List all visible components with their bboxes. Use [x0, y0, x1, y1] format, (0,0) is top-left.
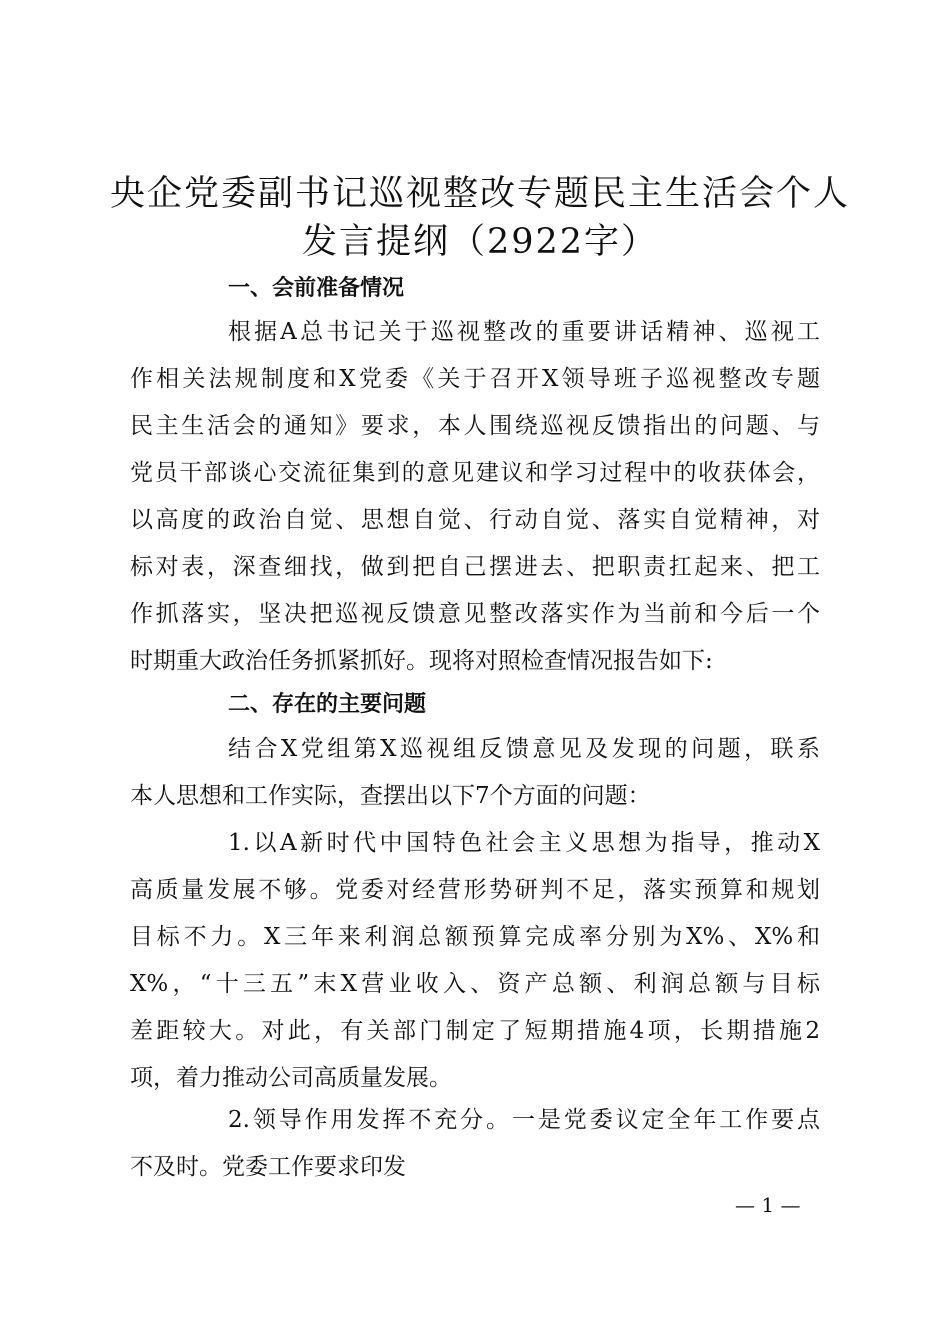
- paragraph-line: 目标不力。X三年来利润总额预算完成率分别为X%、X%和: [130, 924, 820, 950]
- paragraph-line: 高质量发展不够。党委对经营形势研判不足，落实预算和规划: [130, 877, 820, 903]
- paragraph-line: 作抓落实，坚决把巡视反馈意见整改落实作为当前和今后一个: [130, 601, 820, 627]
- paragraph-line: 不及时。党委工作要求印发: [130, 1154, 406, 1180]
- section-heading-main-problems: 二、存在的主要问题: [228, 692, 427, 717]
- paragraph-line: 1.以A新时代中国特色社会主义思想为指导，推动X: [228, 830, 820, 856]
- paragraph-line: 以高度的政治自觉、思想自觉、行动自觉、落实自觉精神，对: [130, 507, 820, 533]
- paragraph-line: 民主生活会的通知》要求，本人围绕巡视反馈指出的问题、与: [130, 413, 820, 439]
- paragraph-line: 时期重大政治任务抓紧抓好。现将对照检查情况报告如下:: [130, 648, 713, 674]
- paragraph-line: 2.领导作用发挥不充分。一是党委议定全年工作要点: [228, 1107, 820, 1133]
- paragraph-line: 本人思想和工作实际，查摆出以下7个方面的问题：: [130, 783, 651, 809]
- paragraph-line: 项，着力推动公司高质量发展。: [130, 1065, 452, 1091]
- paragraph-line: 标对表，深查细找，做到把自己摆进去、把职责扛起来、把工: [130, 554, 820, 580]
- paragraph-line: 结合X党组第X巡视组反馈意见及发现的问题，联系: [228, 736, 820, 762]
- section-heading-preparation: 一、会前准备情况: [228, 276, 405, 301]
- paragraph-line: 作相关法规制度和X党委《关于召开X领导班子巡视整改专题: [130, 366, 820, 392]
- paragraph-line: 党员干部谈心交流征集到的意见建议和学习过程中的收获体会，: [130, 460, 820, 486]
- paragraph-line: 差距较大。对此，有关部门制定了短期措施4项，长期措施2: [130, 1018, 820, 1044]
- document-title-line-2: 发言提纲（2922字）: [301, 222, 659, 262]
- page-number: — 1 —: [735, 1193, 801, 1217]
- document-title-line-1: 央企党委副书记巡视整改专题民主生活会个人: [109, 174, 850, 214]
- paragraph-line: X%，“十三五”末X营业收入、资产总额、利润总额与目标: [130, 971, 820, 997]
- paragraph-line: 根据A总书记关于巡视整改的重要讲话精神、巡视工: [228, 319, 820, 345]
